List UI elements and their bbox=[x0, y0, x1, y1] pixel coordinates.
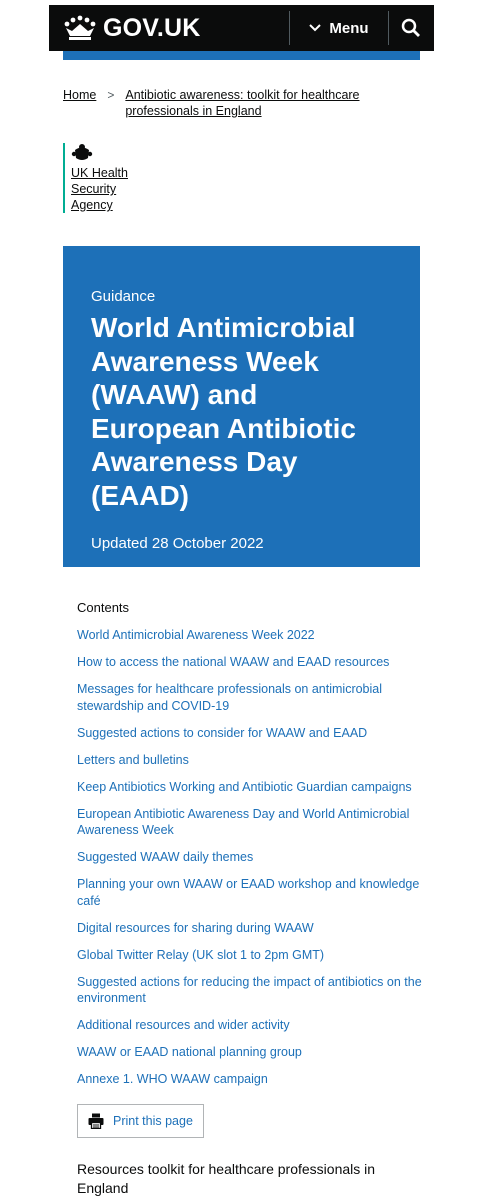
menu-label: Menu bbox=[329, 19, 369, 37]
contents-link[interactable]: Letters and bulletins bbox=[77, 752, 189, 767]
search-button[interactable] bbox=[391, 11, 431, 45]
contents-link[interactable]: Annexe 1. WHO WAAW campaign bbox=[77, 1072, 268, 1086]
printer-icon bbox=[88, 1113, 104, 1129]
related-toolkit-heading: Resources toolkit for healthcare professionals in England bbox=[77, 1161, 376, 1196]
breadcrumb-home-link[interactable]: Home bbox=[63, 88, 97, 102]
organisation-link-line-1[interactable]: UK Health bbox=[71, 166, 128, 180]
breadcrumb-toolkit-link[interactable]: Antibiotic awareness: toolkit for healthcare professionals in England bbox=[125, 88, 360, 118]
contents-link[interactable]: Suggested WAAW daily themes bbox=[77, 850, 254, 864]
crown-icon bbox=[63, 15, 97, 41]
print-page-button[interactable] bbox=[77, 1104, 204, 1138]
contents-link[interactable]: Global Twitter Relay (UK slot 1 to 2pm GMT) bbox=[77, 947, 325, 962]
breadcrumb-separator-icon: > bbox=[107, 88, 115, 102]
search-icon bbox=[401, 18, 421, 38]
contents-heading: Contents bbox=[77, 600, 130, 615]
royal-crest-icon bbox=[71, 143, 93, 163]
contents-link[interactable]: Additional resources and wider activity bbox=[77, 1018, 290, 1032]
updated-date: Updated 28 October 2022 bbox=[91, 535, 264, 552]
breadcrumb bbox=[63, 88, 393, 119]
govuk-logo-text: GOV.UK bbox=[103, 13, 201, 42]
contents-link[interactable]: Planning your own WAAW or EAAD workshop and knowledge café bbox=[77, 877, 420, 908]
contents-link[interactable]: Suggested actions for reducing the impact of antibiotics on the environment bbox=[77, 974, 422, 1005]
contents-list bbox=[77, 627, 442, 1098]
contents-link[interactable]: How to access the national WAAW and EAAD resources bbox=[77, 655, 390, 669]
contents-link[interactable]: World Antimicrobial Awareness Week 2022 bbox=[77, 628, 315, 642]
contents-link[interactable]: Suggested actions to consider for WAAW and EAAD bbox=[77, 725, 368, 740]
contents-link[interactable]: Messages for healthcare professionals on antimicrobial stewardship and COVID-19 bbox=[77, 682, 383, 713]
title-banner bbox=[63, 246, 420, 567]
contents-link[interactable]: European Antibiotic Awareness Day and World Antimicrobial Awareness Week bbox=[77, 806, 410, 837]
menu-button[interactable] bbox=[289, 11, 389, 45]
contents-link[interactable]: Keep Antibiotics Working and Antibiotic Guardian campaigns bbox=[77, 779, 412, 794]
organisation-link-line-3[interactable]: Agency bbox=[71, 198, 113, 212]
document-type: Guidance bbox=[91, 288, 156, 305]
contents-link[interactable]: Digital resources for sharing during WAAW bbox=[77, 920, 314, 935]
page-title: World Antimicrobial Awareness Week (WAAW) and European Antibiotic Awareness Day (EAAD) bbox=[91, 312, 356, 511]
site-header bbox=[49, 5, 434, 51]
organisation-logo bbox=[63, 143, 128, 213]
header-blue-bar bbox=[63, 51, 420, 60]
print-label: Print this page bbox=[113, 1114, 193, 1128]
govuk-logo-link[interactable] bbox=[49, 5, 201, 51]
contents-link[interactable]: WAAW or EAAD national planning group bbox=[77, 1045, 302, 1059]
organisation-link-line-2[interactable]: Security bbox=[71, 182, 117, 196]
chevron-down-icon bbox=[309, 24, 321, 32]
